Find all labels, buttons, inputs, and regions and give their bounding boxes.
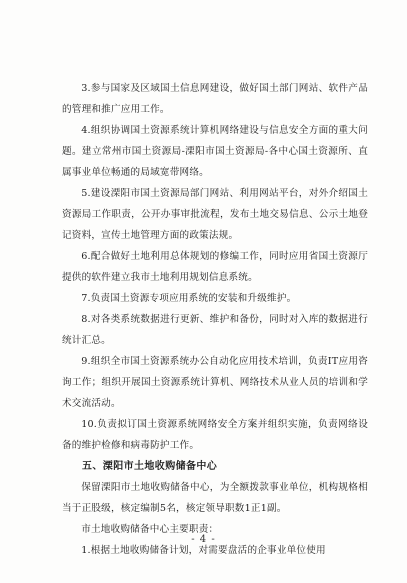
paragraph-duties-intro: 市土地收购储备中心主要职责： <box>81 524 219 535</box>
paragraph-intro: 保留溧阳市土地收购储备中心，为全额拨款事业单位，机构规格相当于正股级，核定编制5名，核定领导职数1正1副。 <box>62 482 368 514</box>
paragraph-item-9: 9.组织全市国土资源系统办公自动化应用技术培训，负责IT应用咨询工作；组织开展国土资源系统计算机、网络技术从业人员的培训和学术交流活动。 <box>62 356 368 409</box>
section-heading: 五、溧阳市土地收购储备中心 <box>82 461 218 472</box>
paragraph-item-6: 6.配合做好土地利用总体规划的修编工作，同时应用省国土资源厅提供的软件建立我市土地利用规划信息系统。 <box>62 251 368 283</box>
paragraph-duty-1: 1.根据土地收购储备计划，对需要盘活的企事业单位使用 <box>81 545 326 556</box>
paragraph-item-3: 3.参与国家及区域国土信息网建设，做好国土部门网站、软件产品的管理和推广应用工作。 <box>62 83 368 115</box>
paragraph-item-8: 8.对各类系统数据进行更新、维护和备份，同时对入库的数据进行统计汇总。 <box>62 314 368 346</box>
page-number: - 4 - <box>191 534 216 545</box>
document-body <box>62 78 368 561</box>
paragraph-item-7: 7.负责国土资源专项应用系统的安装和升级维护。 <box>81 293 297 304</box>
paragraph-item-10: 10.负责拟订国土资源系统网络安全方案并组织实施，负责网络设备的维护检修和病毒防护工作。 <box>62 419 368 451</box>
paragraph-item-4: 4.组织协调国土资源系统计算机网络建设与信息安全方面的重大问题。建立常州市国土资源局-溧阳市国土资源局-各中心国土资源所、直属事业单位畅通的局域宽带网络。 <box>62 125 368 178</box>
paragraph-item-5: 5.建设溧阳市国土资源局部门网站、利用网站平台，对外介绍国土资源局工作职责，公开办事审批流程，发布土地交易信息、公示土地登记资料，宣传土地管理方面的政策法规。 <box>62 188 368 241</box>
